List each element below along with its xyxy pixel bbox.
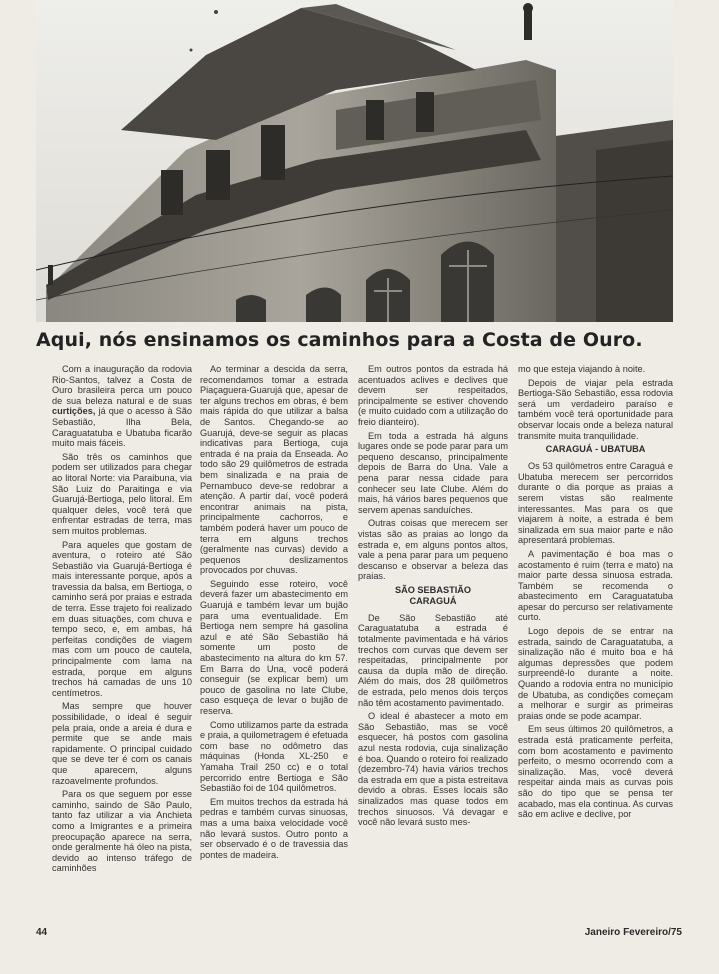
section-heading-sao-sebastiao: SÃO SEBASTIÃO CARAGUÁ — [394, 584, 472, 606]
paragraph: São três os caminhos que podem ser utilizados para chegar ao litoral Norte: via Paraibuna, via São Luiz do Paraitinga e via Guarujá-Bertioga, pelo litoral. Em qualquer deles, você terá que enfrentar estradas de terra, mas sem muitos problemas. — [52, 451, 192, 536]
paragraph: Para aqueles que gostam de aventura, o roteiro até São Sebastião via Guarujá-Bertioga é mais interessante porque, após a travessia da balsa, em Bertioga, o caminho será por praias e estrada de terra. Esse trajeto foi realizado em duas situações, com chuva e tempo seco, e, em ambas, há perfeitas condições de viagem mas com um pouco de cautela, principalmente com lama na estrada, porque em alguns trechos há camadas de uns 10 centímetros. — [52, 539, 192, 698]
paragraph: Os 53 quilômetros entre Caraguá e Ubatuba merecem ser percorridos durante o dia porque as praias a serem vistas são realmente interessantes. Mas para os que viajarem à noite, a estrada é bem sinalizada em sua maior parte e não apresentará problemas. — [518, 461, 673, 546]
paragraph: Logo depois de se entrar na estrada, saindo de Caraguatatuba, a sinalização não é muito boa e há algumas depressões que podem surpreendê-lo durante a noite. Quando a rodovia entra no município de Ubatuba, as condições começam a melhorar e surgir as primeiras praias onde se pode acampar. — [518, 626, 673, 721]
paragraph: Com a inauguração da rodovia Rio-Santos, talvez a Costa de Ouro brasileira perca um pouco de sua beleza natural e de suas curtições, já que o acesso à São Sebastião, Ilha Bela, Caraguatatuba e Ubatuba ficarão muito mais fáceis. — [52, 364, 192, 449]
text-column-1 — [52, 364, 192, 924]
paragraph: Em seus últimos 20 quilômetros, a estrada está praticamente perfeita, com bom acostamento e pavimento perfeito, o mesmo ocorrendo com a sinalização. Mas, você deverá respeitar ainda mais as curvas pois são do tipo que se pensa ter acabado, mas ela continua. As curvas são em aclive e declive, por — [518, 724, 673, 820]
paragraph: O ideal é abastecer a moto em São Sebastião, mas se você esquecer, há postos com gasolina azul nesta rodovia, cuja sinalização é boa. Quando o roteiro foi realizado (dezembro-74) havia vários trechos da estrada em que a pista estreitava devido a obras. Esses locais são sinalizados mas quase todos em trechos sinuosos. Vá devagar e você não levará susto mes- — [358, 711, 508, 828]
paragraph: Em toda a estrada há alguns lugares onde se pode parar para um pequeno descanso, principalmente depois de Barra do Una. Vale a pena parar nessa cidade para conhecer seu Iate Clube. Além do mais, há vários bares pequenos que servem apenas sanduíches. — [358, 430, 508, 515]
paragraph: A pavimentação é boa mas o acostamento é ruim (terra e mato) na maior parte dessa sinuosa estrada. Também se recomenda o abastecimento em Caraguatatuba apesar do percurso ser relativamente curto. — [518, 548, 673, 623]
mansion-photo — [36, 0, 673, 322]
paragraph: De São Sebastião até Caraguatatuba a estrada é totalmente pavimentada e há vários trechos com curvas que devem ser respeitadas, principalmente por causa da dupla mão de direção. Além do mais, dos 28 quilômetros de estrada, pelo menos dois terços não têm acostamento pavimentado. — [358, 612, 508, 708]
text-column-2 — [200, 364, 348, 924]
page-number: 44 — [36, 927, 48, 938]
issue-date: Janeiro Fevereiro/75 — [584, 927, 682, 938]
paragraph: Para os que seguem por esse caminho, saindo de São Paulo, tanto faz utilizar a via Anchieta como a Imigrantes e a primeira preocupação aparece na serra, onde geralmente há óleo na pista, devido ao intenso tráfego de caminhões — [52, 789, 192, 874]
paragraph: Em outros pontos da estrada há acentuados aclives e declives que devem ser respeitados, principalmente se estiver chovendo (e muito cuidado com a utilização do freio dianteiro). — [358, 364, 508, 427]
paragraph: Como utilizamos parte da estrada e praia, a quilometragem é efetuada com base no odômetro das máquinas (Honda XL-250 e Yamaha Trail 250 cc) e o total percorrido entre Bertioga e São Sebastião foi de 104 quilômetros. — [200, 719, 348, 794]
paragraph: Ao terminar a descida da serra, recomendamos tomar a estrada Piaçaguera-Guarujá que, apesar de ter alguns trechos em obras, é bem mais rápida do que utilizar a balsa de Santos. Chegando-se ao Guarujá, deve-se seguir as placas indicativas para Bertioga, cuja entrada é na praia da Enseada. Ao todo são 29 quilômetros de estrada bem sinalizada e na praia de Pernambuco deve-se redobrar a atenção. A partir daí, você poderá encontrar animais na pista, principalmente cachorros, e também poderá haver um pouco de terra em alguns trechos (geralmente nas curvas) devido a pequenos deslizamentos provocados por chuvas. — [200, 364, 348, 576]
paragraph: Mas sempre que houver possibilidade, o ideal é seguir pela praia, onde a areia é dura e permite que se ande mais rapidamente. O principal cuidado que se deve ter é com os canais que aparecem, alguns razoavelmente profundos. — [52, 701, 192, 786]
paragraph: Outras coisas que merecem ser vistas são as praias ao longo da estrada e, em alguns pontos altos, vale a pena parar para um pequeno descanso e observar a beleza das praias. — [358, 518, 508, 582]
text-column-3 — [358, 364, 508, 924]
paragraph: mo que esteja viajando à noite. — [518, 364, 646, 374]
paragraph: Em muitos trechos da estrada há pedras e também curvas sinuosas, mas a uma baixa velocidade você não levará sustos. Outro ponto a ser observado é o de travessia das pontes de madeira. — [200, 796, 348, 860]
paragraph: Seguindo esse roteiro, você deverá fazer um abastecimento em Guarujá e também levar um bujão para uma eventualidade. Em Bertioga nem sempre há gasolina azul e até São Sebastião há somente um posto de abastecimento na altura do km 57. Em Barra do Una, você poderá conseguir (se explicar bem) um pouco de gasolina no Iate Clube, caso esqueça de levar o bujão de reserva. — [200, 578, 348, 716]
section-heading-caragua-ubatuba: CARAGUÁ - UBATUBA — [545, 444, 646, 455]
text-column-4 — [518, 364, 673, 924]
headline: Aqui, nós ensinamos os caminhos para a Costa de Ouro. — [36, 329, 643, 351]
paragraph: Depois de viajar pela estrada Bertioga-São Sebastião, essa rodovia será um verdadeiro paraíso e também você terá oportunidade para observar locais onde a beleza natural transmite muita tranquilidade. — [518, 377, 673, 441]
